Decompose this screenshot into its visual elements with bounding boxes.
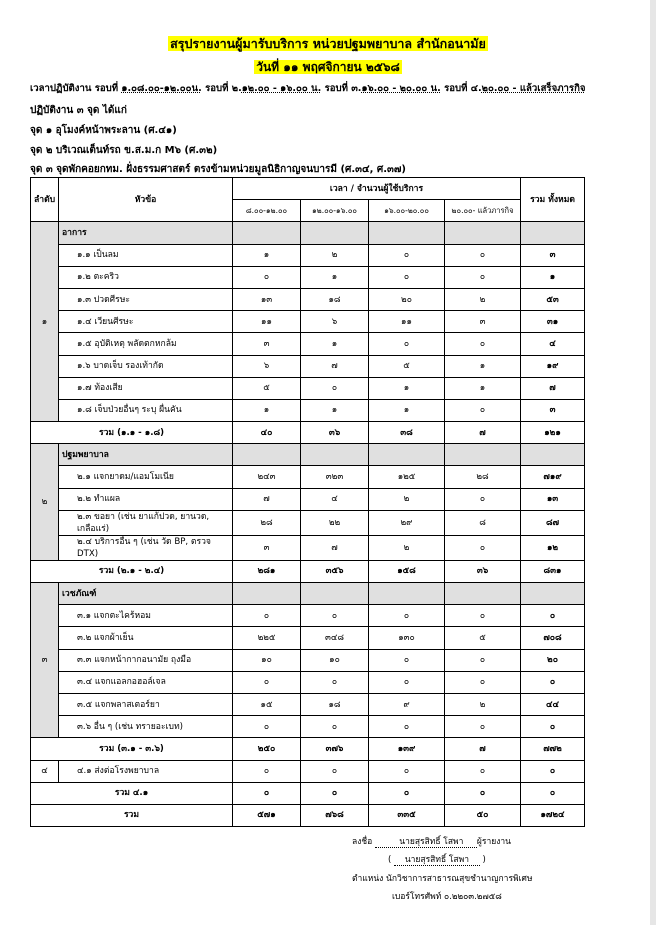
position-line: ตำแหน่ง นักวิชาการสาธารณสุขชำนาญการพิเศษ <box>352 874 533 884</box>
period-value: ๕ <box>445 627 521 649</box>
subtotal-total: ๗๗๒ <box>521 738 585 760</box>
period-value: ๑ <box>233 399 301 421</box>
period-value: ๒ <box>445 693 521 715</box>
section-empty-cell <box>369 444 445 466</box>
subtotal-value: ๓๘ <box>369 422 445 444</box>
period-value: ๒ <box>369 488 445 510</box>
row-label: ๒.๔ บริการอื่น ๆ (เช่น วัด BP, ตรวจ DTX) <box>59 535 233 560</box>
point-1: จุด ๑ อุโมงค์หน้าพระลาน (ศ.๔๑) <box>30 125 177 136</box>
subtotal-value: ๐ <box>301 782 369 804</box>
section-name: อาการ <box>59 222 233 244</box>
row-total: ๓ <box>521 399 585 421</box>
grand-total-value: ๗๖๘ <box>301 804 369 826</box>
subtotal-label: รวม ๔.๑ <box>31 782 233 804</box>
row-total: ๒๐ <box>521 649 585 671</box>
subtotal-value: ๑๓๙ <box>369 738 445 760</box>
period-value: ๐ <box>233 760 301 782</box>
period-2-header: ๑๒.๐๐-๑๖.๐๐ <box>301 200 369 222</box>
row-total: ๔ <box>521 333 585 355</box>
period-value: ๓ <box>445 311 521 333</box>
period-value: ๑ <box>301 333 369 355</box>
subtotal-row <box>31 560 585 582</box>
row-total: ๓๑ <box>521 311 585 333</box>
subtotal-total: ๐ <box>521 782 585 804</box>
period-value: ๑ <box>233 244 301 266</box>
section-header-row <box>31 222 585 244</box>
name-field <box>394 855 480 866</box>
table-row <box>31 377 585 399</box>
table-row <box>31 288 585 310</box>
period-value: ๓ <box>233 535 301 560</box>
period-value: ๐ <box>369 649 445 671</box>
row-total: ๐ <box>521 716 585 738</box>
period-4-header: ๒๐.๐๐- แล้วภารกิจ <box>445 200 521 222</box>
period-value: ๐ <box>445 671 521 693</box>
round-1: ๑.๐๘.๐๐-๑๒.๐๐น. <box>121 83 202 94</box>
col-topic-header: หัวข้อ <box>59 178 233 222</box>
period-value: ๐ <box>445 716 521 738</box>
sign-name: นายสุรสิทธิ์ โสพา <box>399 837 464 847</box>
section-empty-cell <box>445 222 521 244</box>
row-label: ๒.๓ ขอยา (เช่น ยาแก้ปวด, ยานวด, เกลือแร่) <box>59 510 233 535</box>
period-value: ๒๔๓ <box>233 466 301 488</box>
period-value: ๐ <box>233 266 301 288</box>
period-value: ๑๘ <box>301 693 369 715</box>
row-total: ๗๐๘ <box>521 627 585 649</box>
row-total: ๔๔ <box>521 693 585 715</box>
section-header-row <box>31 583 585 605</box>
section-number: ๑ <box>31 222 59 422</box>
period-value: ๐ <box>301 377 369 399</box>
table-row <box>31 333 585 355</box>
subtotal-value: ๓๗๖ <box>301 738 369 760</box>
section-name: ปฐมพยาบาล <box>59 444 233 466</box>
period-value: ๐ <box>445 535 521 560</box>
period-value: ๐ <box>445 605 521 627</box>
period-value: ๒๐ <box>369 288 445 310</box>
table-row <box>31 716 585 738</box>
period-value: ๒๒ <box>301 510 369 535</box>
period-value: ๐ <box>301 671 369 693</box>
period-value: ๗ <box>301 535 369 560</box>
grand-total-value: ๕๐ <box>445 804 521 826</box>
period-value: ๒๘ <box>233 510 301 535</box>
period-1-header: ๘.๐๐-๑๒.๐๐ <box>233 200 301 222</box>
subtotal-value: ๓๕๖ <box>301 560 369 582</box>
period-value: ๑ <box>445 377 521 399</box>
section-empty-cell <box>301 444 369 466</box>
table-row <box>31 311 585 333</box>
period-value: ๐ <box>445 649 521 671</box>
round-4: ๒๐.๐๐ - แล้วเสร็จภารกิจ <box>481 83 586 94</box>
period-value: ๕ <box>369 355 445 377</box>
period-value: ๐ <box>233 671 301 693</box>
period-value: ๐ <box>301 716 369 738</box>
schedule-sep-4: รอบที่ ๔. <box>440 83 482 94</box>
table-row <box>31 627 585 649</box>
section-number: ๒ <box>31 444 59 561</box>
table-row <box>31 244 585 266</box>
period-value: ๐ <box>445 399 521 421</box>
row-label: ๑.๑ เป็นลม <box>59 244 233 266</box>
row-label: ๑.๘ เจ็บป่วยอื่นๆ ระบุ ผื่นคัน <box>59 399 233 421</box>
row-label: ๒.๑ แจกยาดม/แอมโมเนีย <box>59 466 233 488</box>
grand-total-label: รวม <box>31 804 233 826</box>
period-value: ๔ <box>301 488 369 510</box>
subtotal-label: รวม (๓.๑ - ๓.๖) <box>31 738 233 760</box>
round-2: ๑๒.๐๐ - ๑๖.๐๐ น. <box>241 83 322 94</box>
period-value: ๒๒๕ <box>233 627 301 649</box>
period-value: ๐ <box>445 333 521 355</box>
subtotal-total: ๘๓๑ <box>521 560 585 582</box>
printed-name: นายสุรสิทธิ์ โสพา <box>404 855 469 865</box>
point-3: จุด ๓ จุดพักคอยกทม. ฝั่งธรรมศาสตร์ ตรงข้ามหน่วยมูลนิธิกาญจนบารมี (ศ.๓๔, ศ.๓๗) <box>30 164 406 175</box>
row-total: ๑๒ <box>521 535 585 560</box>
row-total: ๓ <box>521 244 585 266</box>
subtotal-row <box>31 422 585 444</box>
row-total: ๗๑๙ <box>521 466 585 488</box>
report-title-text: สรุปรายงานผู้มารับบริการ หน่วยปฐมพยาบาล สำนักอนามัย <box>170 36 486 51</box>
section-empty-cell <box>521 444 585 466</box>
row-label: ๑.๒ ตะคริว <box>59 266 233 288</box>
period-value: ๐ <box>301 605 369 627</box>
section-empty-cell <box>521 222 585 244</box>
section-empty-cell <box>445 444 521 466</box>
phone-line: เบอร์โทรศัพท์ ๐.๒๒๐๓.๒๗๕๘ <box>392 892 502 902</box>
row-label: ๓.๓ แจกหน้ากากอนามัย ถุงมือ <box>59 649 233 671</box>
row-total: ๑๓ <box>521 488 585 510</box>
row-label: ๔.๑ ส่งต่อโรงพยาบาล <box>59 760 233 782</box>
period-value: ๐ <box>233 716 301 738</box>
row-label: ๑.๕ อุบัติเหตุ พลัดตกหกล้ม <box>59 333 233 355</box>
row-label: ๓.๕ แจกพลาสเตอร์ยา <box>59 693 233 715</box>
period-value: ๑๒๕ <box>369 466 445 488</box>
period-value: ๐ <box>445 760 521 782</box>
row-total: ๐ <box>521 671 585 693</box>
row-total: ๗ <box>521 377 585 399</box>
row-total: ๕๓ <box>521 288 585 310</box>
period-value: ๒ <box>301 244 369 266</box>
report-title <box>0 34 656 54</box>
table-row <box>31 488 585 510</box>
subtotal-value: ๗ <box>445 422 521 444</box>
subtotal-row <box>31 738 585 760</box>
grand-total-row <box>31 804 585 826</box>
row-total: ๑๙ <box>521 355 585 377</box>
period-value: ๓ <box>233 333 301 355</box>
period-value: ๒ <box>369 535 445 560</box>
subtotal-value: ๔๐ <box>233 422 301 444</box>
name-line: ( นายสุรสิทธิ์ โสพา ) <box>388 855 486 865</box>
period-value: ๐ <box>369 333 445 355</box>
period-value: ๓๔๘ <box>301 627 369 649</box>
period-value: ๑๑ <box>233 311 301 333</box>
report-date <box>0 58 656 77</box>
section-name: เวชภัณฑ์ <box>59 583 233 605</box>
period-value: ๐ <box>445 244 521 266</box>
grand-total-total: ๑๗๒๔ <box>521 804 585 826</box>
table-row <box>31 355 585 377</box>
table-row <box>31 605 585 627</box>
row-label: ๑.๗ ท้องเสีย <box>59 377 233 399</box>
subtotal-label: รวม (๑.๑ - ๑.๘) <box>31 422 233 444</box>
table-row <box>31 671 585 693</box>
period-value: ๐ <box>301 760 369 782</box>
period-value: ๑ <box>369 377 445 399</box>
table-row <box>31 510 585 535</box>
subtotal-value: ๓๖ <box>301 422 369 444</box>
table-row <box>31 266 585 288</box>
points-intro: ปฏิบัติงาน ๓ จุด ได้แก่ <box>30 105 127 116</box>
subtotal-total: ๑๒๑ <box>521 422 585 444</box>
report-date-text: วันที่ ๑๑ พฤศจิกายน ๒๕๖๘ <box>256 60 400 74</box>
period-value: ๑ <box>301 399 369 421</box>
section-empty-cell <box>369 583 445 605</box>
signature-line <box>352 834 511 848</box>
period-value: ๑๓๐ <box>369 627 445 649</box>
row-total: ๐ <box>521 605 585 627</box>
row-label: ๑.๔ เวียนศีรษะ <box>59 311 233 333</box>
point-2: จุด ๒ บริเวณเต็นท์รถ ข.ส.ม.ก M๖ (ศ.๓๒) <box>30 145 218 156</box>
subtotal-label: รวม (๒.๑ - ๒.๔) <box>31 560 233 582</box>
row-label: ๓.๑ แจกตะไคร้หอม <box>59 605 233 627</box>
subtotal-row <box>31 782 585 804</box>
schedule-sep-2: รอบที่ ๒. <box>201 83 242 94</box>
col-time-header: เวลา / จำนวนผู้ใช้บริการ <box>233 178 521 200</box>
schedule-prefix: เวลาปฏิบัติงาน รอบที่ <box>30 83 122 94</box>
round-3: ๑๖.๐๐ - ๒๐.๐๐ น. <box>361 83 441 94</box>
period-value: ๑ <box>369 399 445 421</box>
period-value: ๐ <box>369 671 445 693</box>
period-value: ๐ <box>445 266 521 288</box>
subtotal-value: ๑๕๘ <box>369 560 445 582</box>
period-value: ๑๐ <box>233 649 301 671</box>
period-value: ๐ <box>369 716 445 738</box>
section-header-row <box>31 444 585 466</box>
row-total: ๘๗ <box>521 510 585 535</box>
period-value: ๒๙ <box>369 510 445 535</box>
section-empty-cell <box>233 444 301 466</box>
period-value: ๖ <box>233 355 301 377</box>
row-label: ๓.๒ แจกผ้าเย็น <box>59 627 233 649</box>
section-empty-cell <box>233 583 301 605</box>
period-3-header: ๑๖.๐๐-๒๐.๐๐ <box>369 200 445 222</box>
period-value: ๗ <box>233 488 301 510</box>
table-row <box>31 693 585 715</box>
period-value: ๑๓ <box>233 288 301 310</box>
grand-total-value: ๕๗๑ <box>233 804 301 826</box>
section-empty-cell <box>521 583 585 605</box>
col-order-header: ลำดับ <box>31 178 59 222</box>
sign-name-field <box>375 837 477 848</box>
page-edge <box>650 0 656 925</box>
period-value: ๐ <box>369 266 445 288</box>
period-value: ๐ <box>445 488 521 510</box>
section-empty-cell <box>301 583 369 605</box>
table-row <box>31 760 585 782</box>
period-value: ๑๕ <box>233 693 301 715</box>
row-label: ๑.๖ บาดเจ็บ รองเท้ากัด <box>59 355 233 377</box>
table-row <box>31 649 585 671</box>
period-value: ๐ <box>369 605 445 627</box>
period-value: ๒ <box>445 288 521 310</box>
row-label: ๓.๖ อื่น ๆ (เช่น ทรายอะเบท) <box>59 716 233 738</box>
period-value: ๙ <box>369 693 445 715</box>
period-value: ๑๑ <box>369 311 445 333</box>
row-label: ๓.๔ แจกแอลกอฮอล์เจล <box>59 671 233 693</box>
section-empty-cell <box>301 222 369 244</box>
table-row <box>31 466 585 488</box>
schedule-line <box>30 81 586 96</box>
subtotal-value: ๗ <box>445 738 521 760</box>
period-value: ๐ <box>233 605 301 627</box>
col-total-header: รวม ทั้งหมด <box>521 178 585 222</box>
section-empty-cell <box>233 222 301 244</box>
table-row <box>31 399 585 421</box>
sign-suffix: ผู้รายงาน <box>476 837 511 847</box>
section-number: ๔ <box>31 760 59 782</box>
subtotal-value: ๒๕๐ <box>233 738 301 760</box>
period-value: ๑ <box>445 355 521 377</box>
subtotal-value: ๒๘๑ <box>233 560 301 582</box>
sign-prefix: ลงชื่อ <box>352 837 373 847</box>
period-value: ๑ <box>301 266 369 288</box>
period-value: ๐ <box>369 760 445 782</box>
table-row <box>31 535 585 560</box>
subtotal-value: ๐ <box>445 782 521 804</box>
period-value: ๘ <box>445 510 521 535</box>
period-value: ๒๘ <box>445 466 521 488</box>
subtotal-value: ๐ <box>369 782 445 804</box>
row-label: ๑.๓ ปวดศีรษะ <box>59 288 233 310</box>
section-empty-cell <box>445 583 521 605</box>
row-total: ๑ <box>521 266 585 288</box>
section-empty-cell <box>369 222 445 244</box>
period-value: ๑๐ <box>301 649 369 671</box>
period-value: ๗ <box>301 355 369 377</box>
period-value: ๓๒๓ <box>301 466 369 488</box>
period-value: ๑๘ <box>301 288 369 310</box>
period-value: ๐ <box>369 244 445 266</box>
period-value: ๖ <box>301 311 369 333</box>
subtotal-value: ๐ <box>233 782 301 804</box>
schedule-sep-3: รอบที่ ๓. <box>321 83 362 94</box>
report-table <box>30 177 585 827</box>
period-value: ๕ <box>233 377 301 399</box>
grand-total-value: ๓๓๕ <box>369 804 445 826</box>
subtotal-value: ๓๖ <box>445 560 521 582</box>
row-total: ๐ <box>521 760 585 782</box>
row-label: ๒.๒ ทำแผล <box>59 488 233 510</box>
section-number: ๓ <box>31 583 59 738</box>
